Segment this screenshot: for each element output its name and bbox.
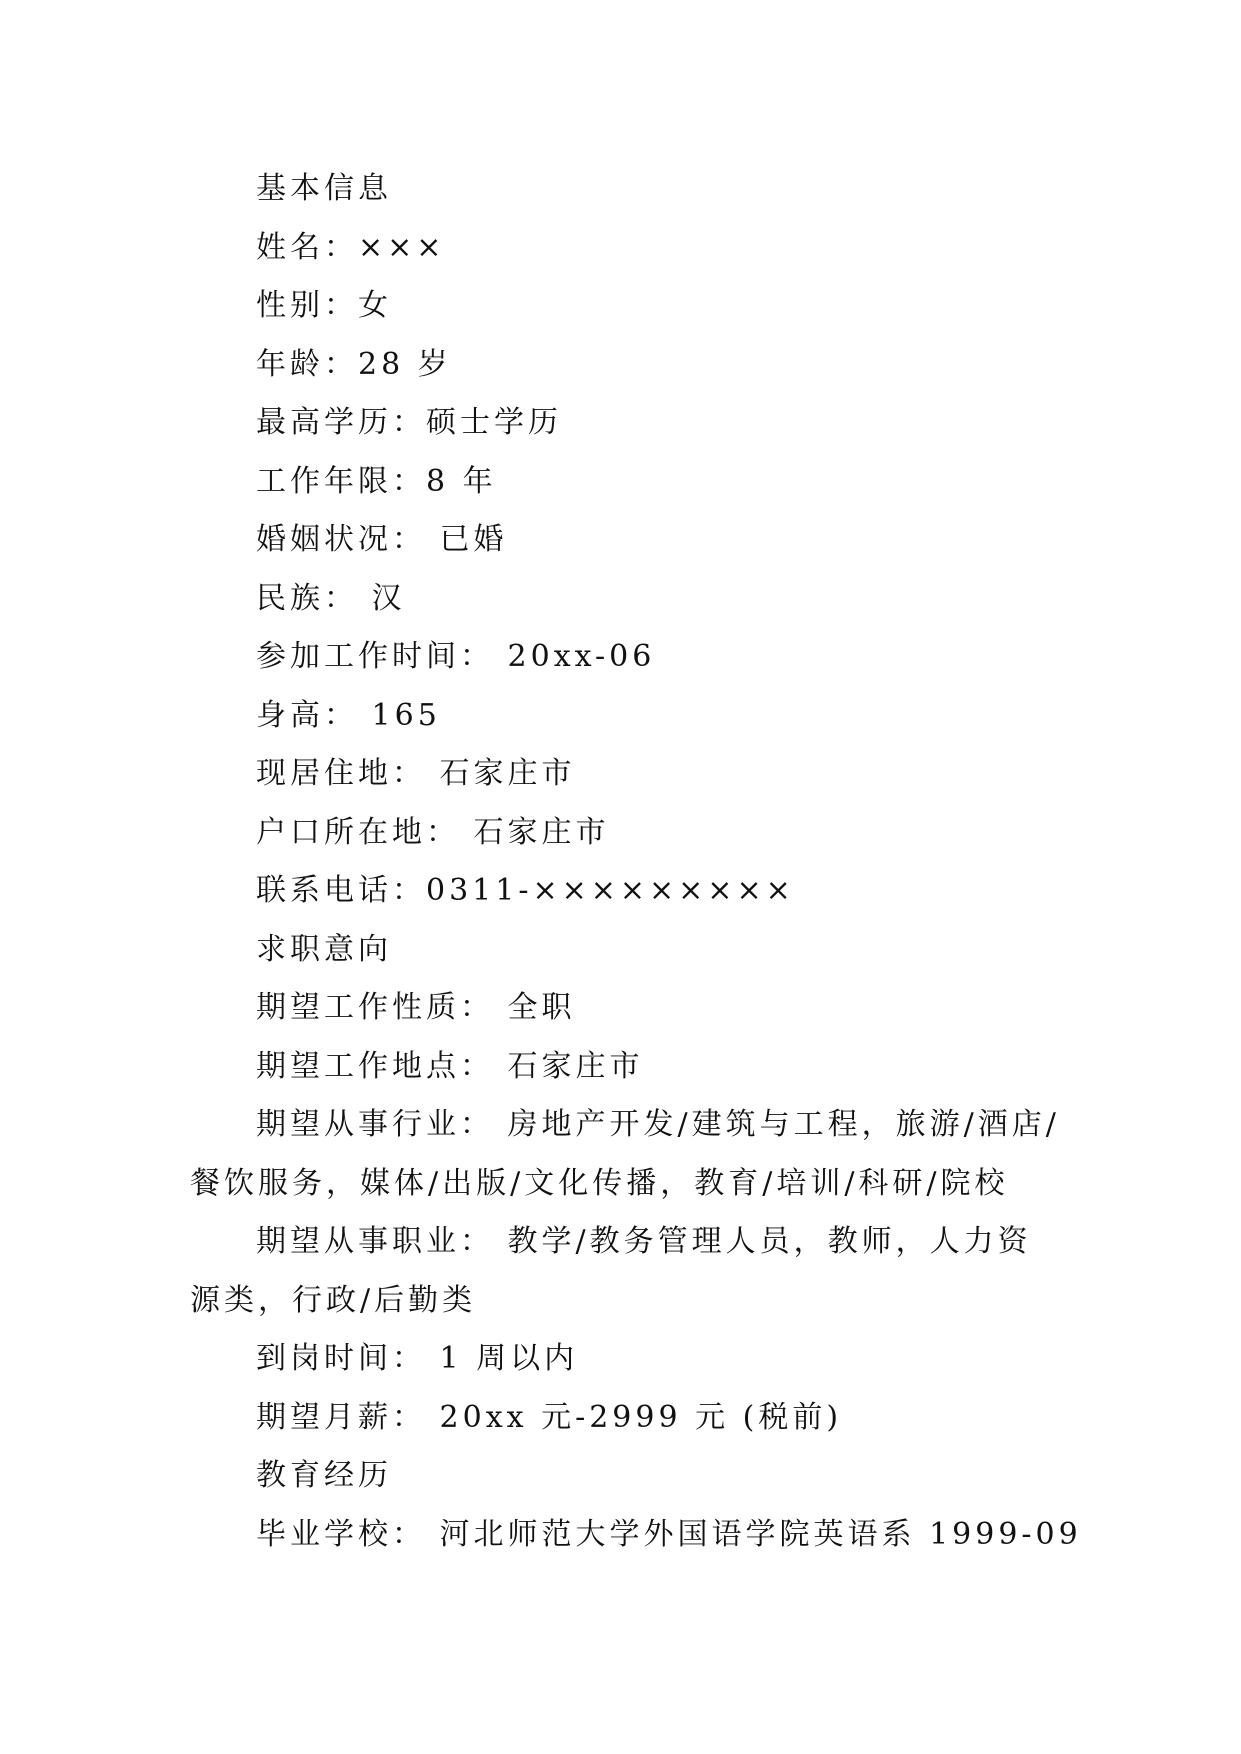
field-hukou: 户口所在地： 石家庄市 <box>256 814 610 850</box>
field-job-location: 期望工作地点： 石家庄市 <box>256 1048 644 1084</box>
field-expected-salary: 期望月薪： 20xx 元-2999 元 (税前) <box>256 1399 843 1435</box>
field-graduation-school: 毕业学校： 河北师范大学外国语学院英语系 1999-09 <box>256 1516 1082 1552</box>
section-heading-job-intention: 求职意向 <box>256 931 392 967</box>
field-height: 身高： 165 <box>256 697 441 733</box>
field-age: 年龄：28 岁 <box>256 346 452 382</box>
field-job-type: 期望工作性质： 全职 <box>256 990 576 1025</box>
field-name: 姓名：××× <box>256 229 446 265</box>
field-residence: 现居住地： 石家庄市 <box>256 756 576 791</box>
field-occupation: 期望从事职业： 教学/教务管理人员，教师，人力资源类，行政/后勤类 <box>190 1224 1032 1318</box>
field-start-time: 到岗时间： 1 周以内 <box>256 1341 579 1376</box>
field-work-years: 工作年限：8 年 <box>256 463 497 499</box>
section-heading-education: 教育经历 <box>256 1458 392 1493</box>
field-phone: 联系电话：0311-××××××××× <box>256 873 795 908</box>
field-education-level: 最高学历：硕士学历 <box>256 405 562 440</box>
field-marital-status: 婚姻状况： 已婚 <box>256 522 508 557</box>
field-ethnicity: 民族： 汉 <box>256 580 406 616</box>
field-industry: 期望从事行业： 房地产开发/建筑与工程，旅游/酒店/餐饮服务，媒体/出版/文化传播，教育/培训/科研/院校 <box>190 1107 1060 1201</box>
field-work-start: 参加工作时间： 20xx-06 <box>256 639 656 674</box>
section-heading-basic-info: 基本信息 <box>256 171 392 206</box>
field-gender: 性别：女 <box>256 288 392 323</box>
resume-body <box>190 160 1082 1564</box>
